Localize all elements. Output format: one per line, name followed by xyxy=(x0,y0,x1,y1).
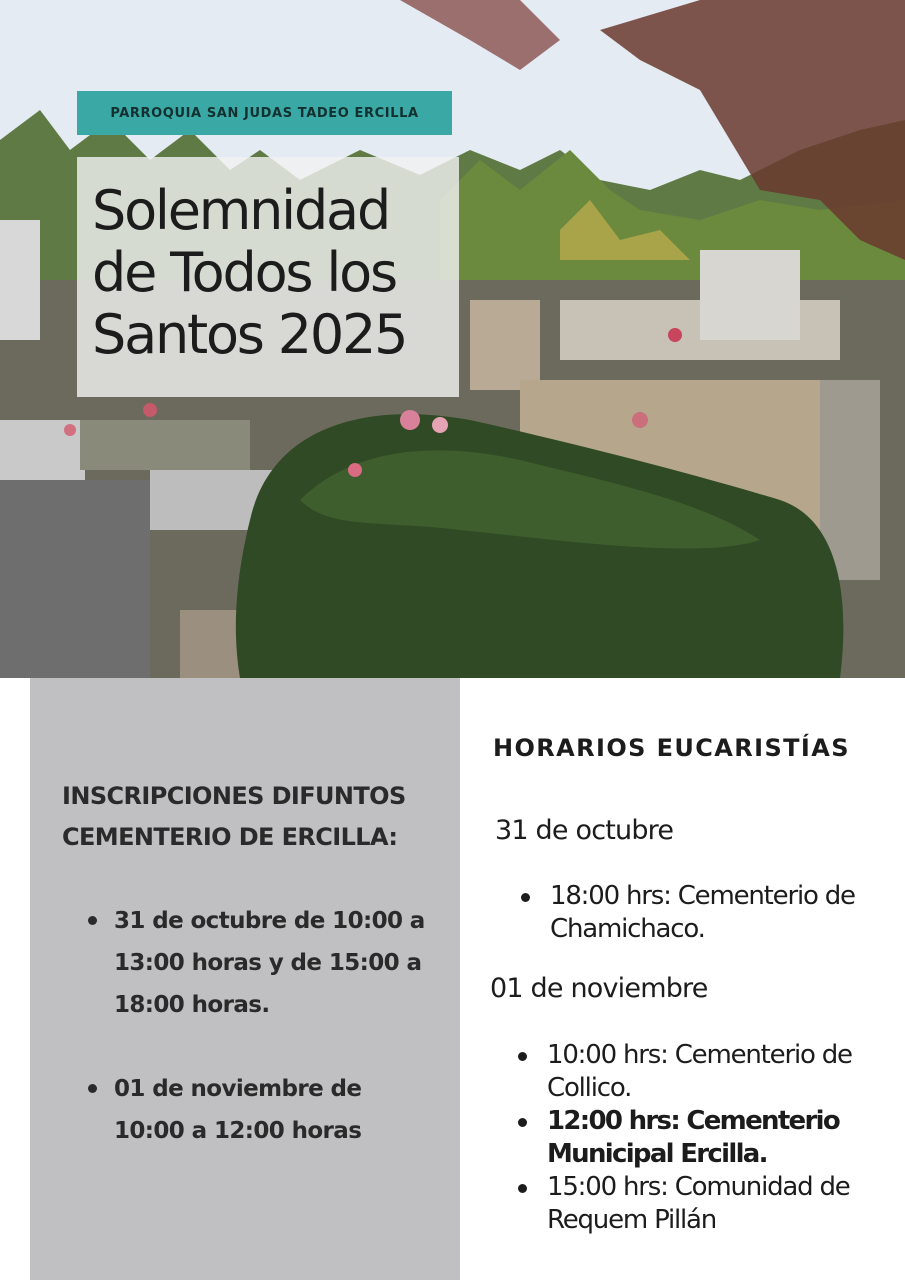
inscripciones-heading: INSCRIPCIONES DIFUNTOS CEMENTERIO DE ERCILLA: xyxy=(62,782,406,851)
list-item: 15:00 hrs: Comunidad de Requem Pillán xyxy=(514,1171,872,1237)
list-item: 31 de octubre de 10:00 a 13:00 horas y de 15:00 a 18:00 horas. xyxy=(88,900,438,1026)
list-item: 18:00 hrs: Cementerio de Chamichaco. xyxy=(517,880,872,946)
date-label: 31 de octubre xyxy=(495,815,674,846)
list-item: 12:00 hrs: Cementerio Municipal Ercilla. xyxy=(514,1105,872,1171)
schedule-list xyxy=(517,880,872,946)
schedule-list xyxy=(514,1039,872,1237)
parish-badge: PARROQUIA SAN JUDAS TADEO ERCILLA xyxy=(77,91,452,135)
inscripciones-list xyxy=(88,900,438,1152)
horarios-heading: HORARIOS EUCARISTÍAS xyxy=(493,734,850,762)
page-title: Solemnidad de Todos los Santos 2025 xyxy=(92,179,407,366)
list-item: 01 de noviembre de 10:00 a 12:00 horas xyxy=(88,1068,438,1152)
list-item: 10:00 hrs: Cementerio de Collico. xyxy=(514,1039,872,1105)
date-label: 01 de noviembre xyxy=(490,973,708,1004)
